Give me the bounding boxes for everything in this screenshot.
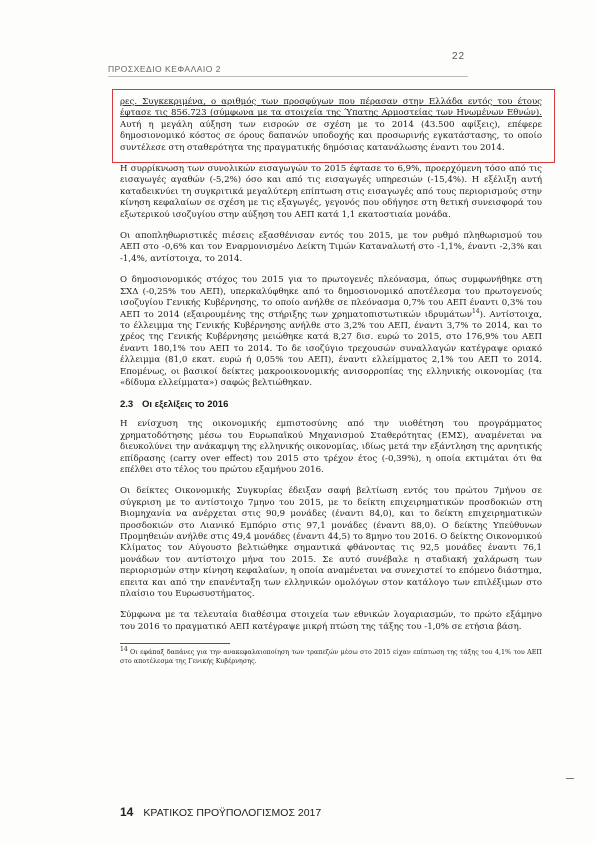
paragraph-deflation: Οι αποπληθωριστικές πιέσεις εξασθένισαν εντός του 2015, με τον ρυθμό πληθωρισμού του ΑΕΠ στο -0,6% και τον Εναρμονισμένο Δείκτη Τιμών Καταναλωτή στο -1,1%, έναντι -2,3% και -1,4%, αντίστοιχα, το 2014. — [120, 231, 542, 264]
paragraph-fiscal-target — [120, 275, 542, 389]
paragraph-imports: Η συρρίκνωση των συνολικών εισαγωγών το 2015 έφτασε το 6,9%, προερχόμενη τόσο από τις εισαγωγές αγαθών (-5,2%) όσο και από τις εισαγωγές υπηρεσιών (-15,4%). Η εξέλιξη αυτή καταδεικνύει τη συγκριτικά μεγαλύτερη επίπτωση στις εισαγωγές από τους περιορισμούς στην κίνηση κεφαλαίων σε σχέση με τις εξαγωγές, γεγονός που οδήγησε στη θετική συνεισφορά του εξωτερικού ισοζυγίου στην αύξηση του ΑΕΠ κατά 1,1 εκατοστιαία μονάδα. — [120, 164, 542, 220]
section-heading — [120, 399, 542, 410]
footnote — [120, 648, 542, 665]
footnote-divider — [120, 643, 230, 644]
paragraph-text: Ο δημοσιονομικός στόχος του 2015 για το πρωτογενές πλεόνασμα, όπως συμφωνήθηκε στη ΣΧΔ (-0,25% του ΑΕΠ), υπερκαλύφθηκε από το δημοσιονομικό αποτέλεσμα του πρωτογενούς ισοζυγίου Γενικής Κυβέρνησης, το οποίο ανήλθε σε πλεόνασμα 0,7% του ΑΕΠ έναντι 0,3% του ΑΕΠ το 2014 (εξαιρουμένης της στήριξης των χρηματοπιστωτικών ιδρυμάτων — [120, 275, 542, 320]
page-number: 14 — [120, 805, 134, 819]
footnote-text: Οι εφάπαξ δαπάνες για την ανακεφαλαιοποίηση των τραπεζών μέσω στο 2015 είχαν επίπτωση της τάξης του 4,1% του ΑΕΠ στο αποτέλεσμα της Γενικής Κυβέρνησης. — [120, 648, 542, 665]
footnote-reference[interactable]: 14 — [471, 307, 480, 315]
header-mark: 22 — [452, 51, 466, 62]
page-body — [120, 97, 542, 665]
paragraph-indicators: Οι δείκτες Οικονομικής Συγκυρίας έδειξαν σαφή βελτίωση εντός του πρώτου 7μήνου σε σύγκριση με το αντίστοιχο 7μηνο του 2015, με το δείκτη επιχειρηματικών προσδοκιών στη Βιομηχανία να ανέρχεται στις 90,9 μονάδες (έναντι 84,0), και το δείκτη επιχειρηματικών προσδοκιών στο Λιανικό Εμπόριο στις 97,1 μονάδες (έναντι 88,0). Ο δείκτης Υπεύθυνων Προμηθειών ανήλθε στις 49,4 μονάδες (έναντι 44,5) το 8μηνο του 2016. Ο δείκτης Οικονομικού Κλίματος τον Αύγουστο βελτιώθηκε σημαντικά φθάνοντας τις 92,5 μονάδες έναντι 76,1 μονάδων τον αντίστοιχο μήνα του 2015. Σε αυτό συνέβαλε η σταδιακή χαλάρωση των περιορισμών στην κίνηση κεφαλαίων, η οποία αναμένεται να συνεχιστεί το επόμενο διάστημα, επειτα και από την επανένταξη των ελληνικών ομολόγων στον κατάλογο των επιλέξιμων στο πλαίσιο του Ευρωσυστήματος. — [120, 486, 542, 600]
paragraph-text: ). Αντίστοιχα, το έλλειμμα της Γενικής Κυβέρνησης ανήλθε στο 3,2% του ΑΕΠ, έναντι 3,7% το 2014, και το χρέος της Γενικής Κυβέρνησης μειώθηκε κατά 8,27 δισ. ευρώ το 2015, στο 176,9% του ΑΕΠ έναντι 180,1% του ΑΕΠ το 2014. Το δε ισοζύγιο τρεχουσών συναλλαγών κατέγραψε οριακό έλλειμμα (81,0 εκατ. ευρώ ή 0,05% του ΑΕΠ), έναντι ελλείμματος 2,1% του ΑΕΠ το 2014. Επομένως, οι βασικοί δείκτες μακροοικονομικής ανισορροπίας της ελληνικής οικονομίας (τα «δίδυμα ελλείμματα») σαφώς βελτιώθηκαν. — [120, 309, 543, 388]
running-header: ΠΡΟΣΧΕΔΙΟ ΚΕΦΑΛΑΙΟ 2 — [108, 64, 221, 74]
highlighted-text: ρες. Συγκεκριμένα, ο αριθμός των προσφύγων που πέρασαν στην Ελλάδα εντός του έτους έφτασε τις 856.723 (σύμφωνα με τα στοιχεία της Ύπατης Αρμοστείας των Ηνωμένων Εθνών). — [120, 97, 542, 119]
header-divider — [108, 76, 468, 77]
paragraph-refugees — [120, 97, 542, 154]
margin-mark — [566, 778, 574, 779]
paragraph-gdp-first-half: Σύμφωνα με τα τελευταία διαθέσιμα στοιχεία των εθνικών λογαριασμών, το πρώτο εξάμηνο του 2016 το πραγματικό ΑΕΠ κατέγραψε μικρή πτώση της τάξης του -1,0% σε ετήσια βάση. — [120, 610, 542, 632]
paragraph-text: Αυτή η μεγάλη αύξηση των εισροών σε σχέση με το 2014 (43.500 αφίξεις), επέφερε δημοσιονομικό κόστος σε όρους δαπανών υποδοχής και προσωρινής εγκατάστασης, το οποίο συντέλεσε στη σταθερότητα της πραγματικής δημόσιας κατανάλωσης έναντι του 2014. — [120, 119, 542, 153]
section-title: Οι εξελίξεις το 2016 — [142, 399, 229, 411]
page-footer — [120, 805, 321, 819]
paragraph-confidence: Η ενίσχυση της οικονομικής εμπιστοσύνης από την υιοθέτηση του προγράμματος χρηματοδότησης μέσω του Ευρωπαϊκού Μηχανισμού Σταθερότητας (ΕΜΣ), αναμένεται να διευκολύνει την ανάκαμψη της ελληνικής οικονομίας, ιδίως μετά την εξάντληση της αρνητικής επίδρασης (carry over effect) του 2015 στο τρέχον έτος (-0,39%), η οποία εκτιμάται ότι θα επέλθει στο τέλος του πρώτου εξαμήνου 2016. — [120, 419, 542, 475]
footer-title: ΚΡΑΤΙΚΟΣ ΠΡΟΫΠΟΛΟΓΙΣΜΟΣ 2017 — [143, 807, 322, 819]
footnote-marker: 14 — [120, 646, 128, 654]
section-number: 2.3 — [120, 399, 134, 411]
